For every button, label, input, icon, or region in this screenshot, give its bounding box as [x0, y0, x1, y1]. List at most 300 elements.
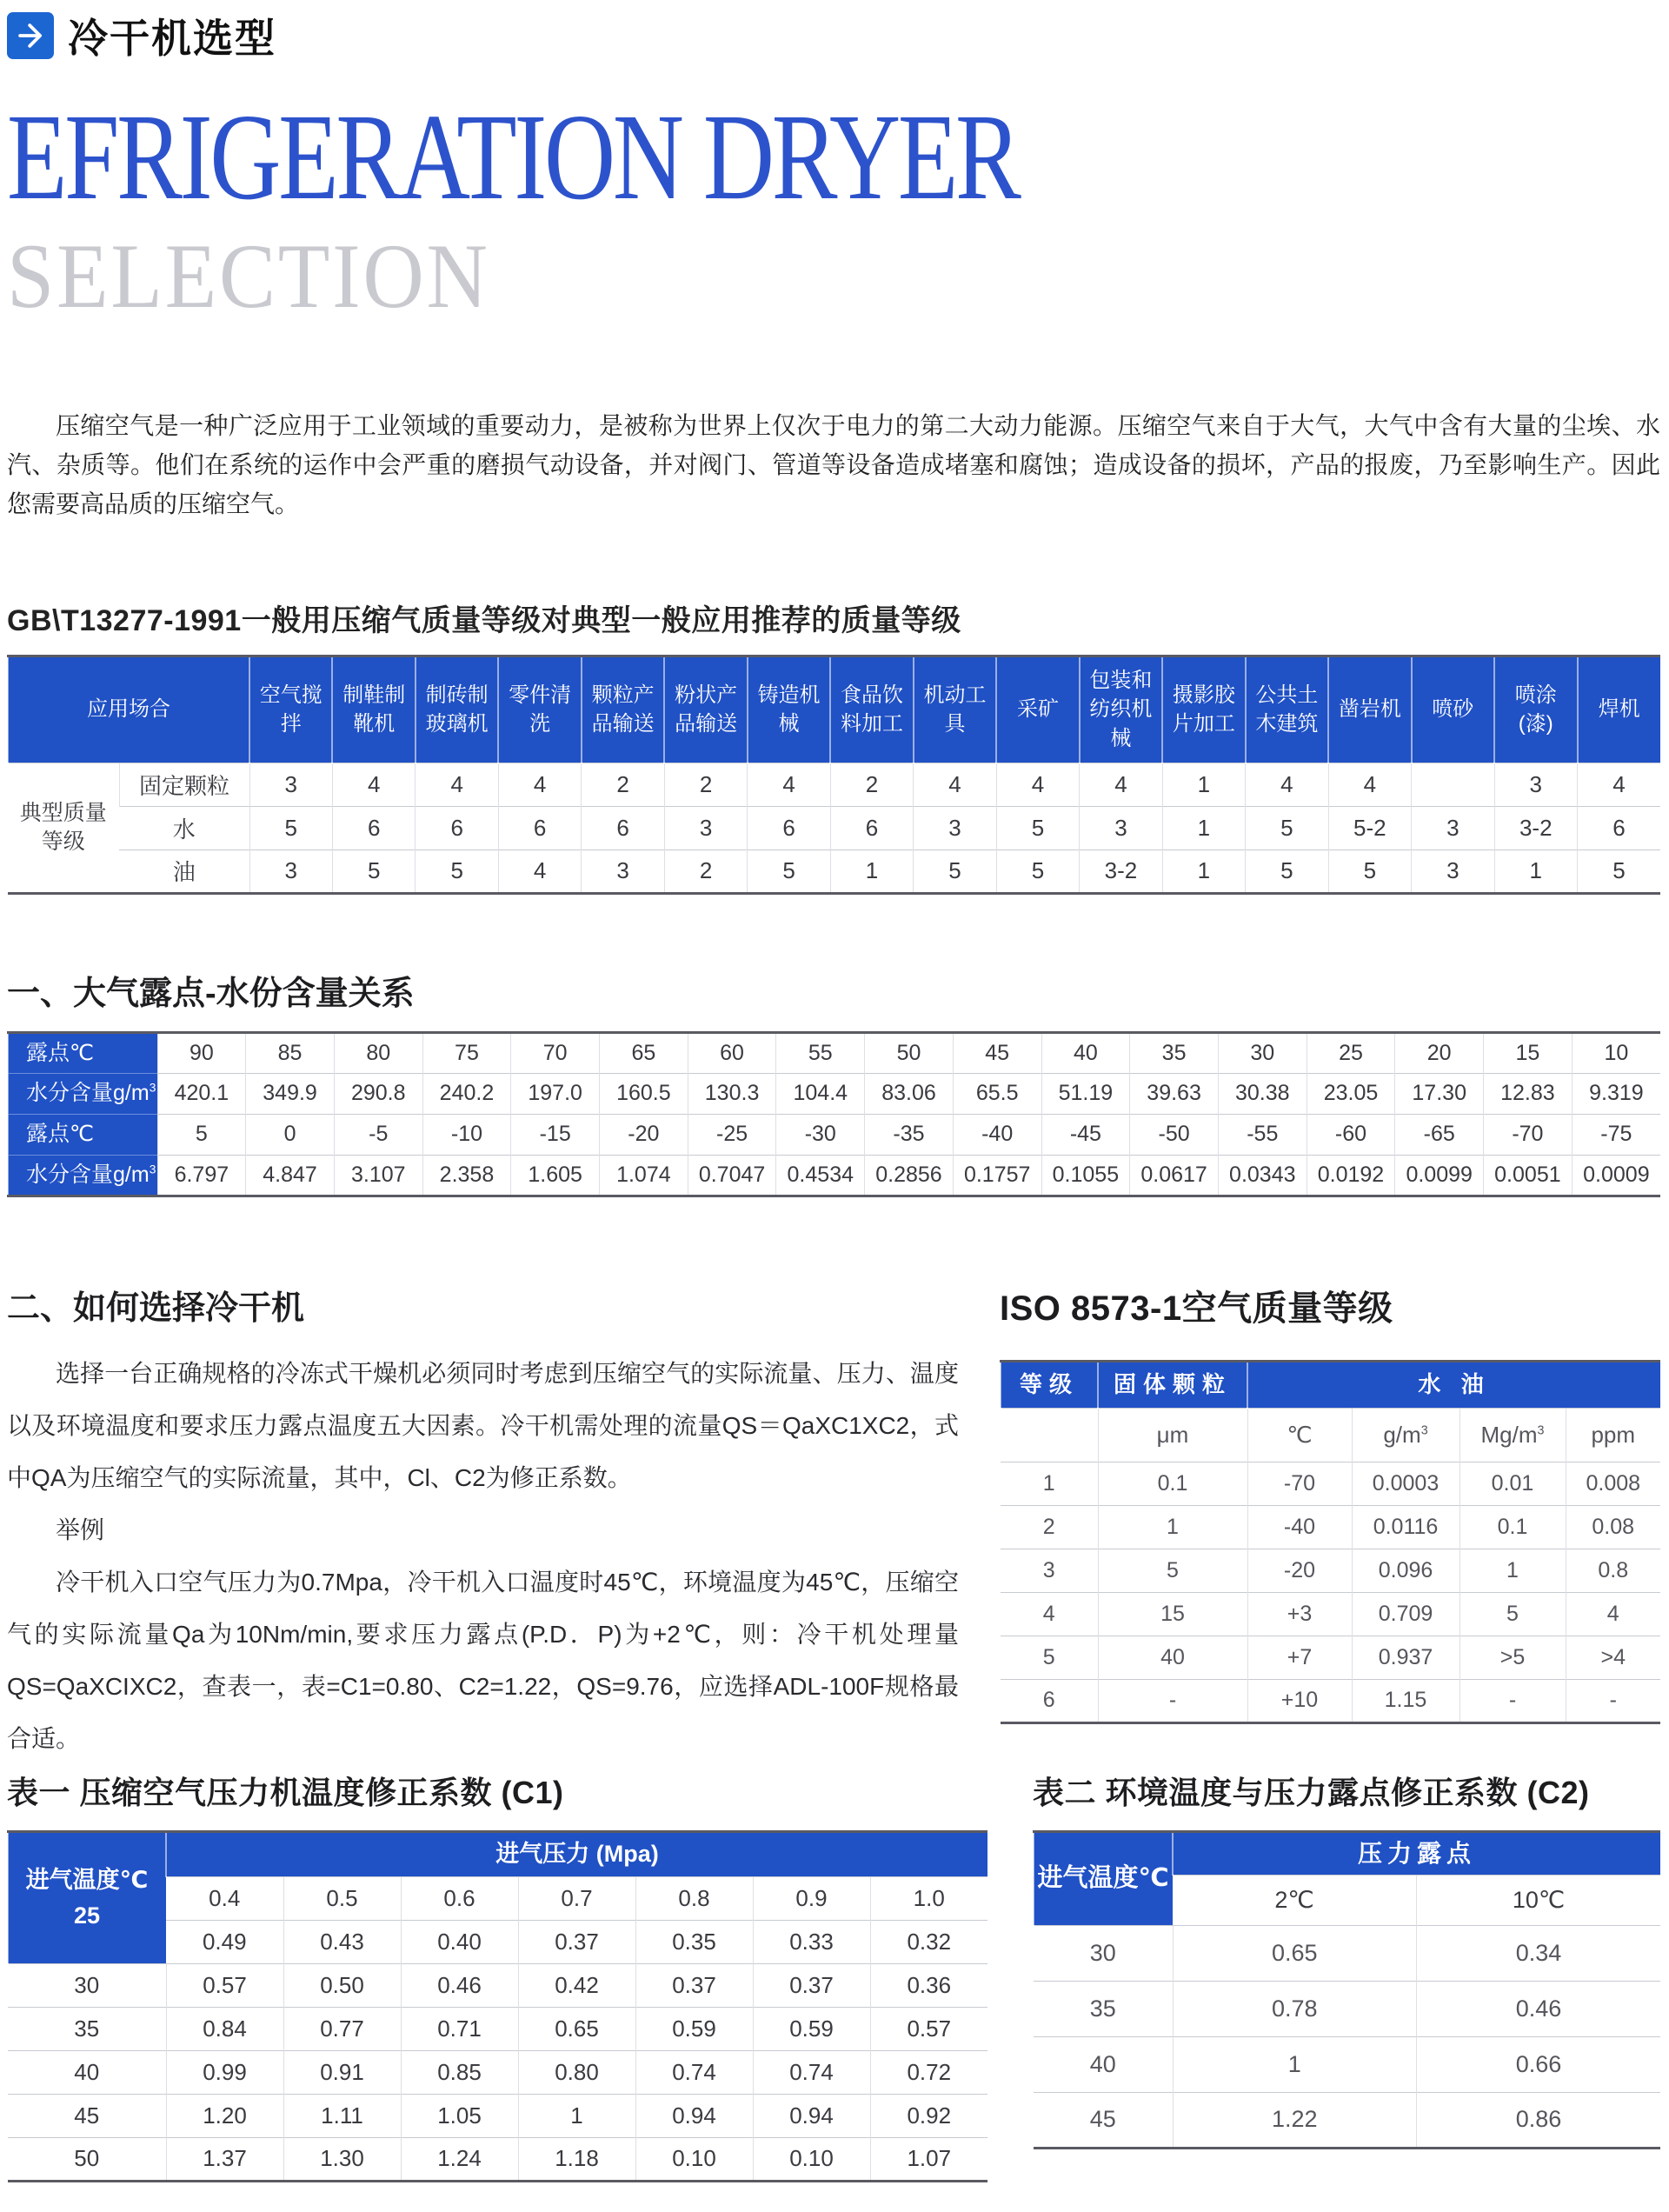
value-cell: 0.85 [401, 2050, 518, 2094]
value-cell: 0.66 [1417, 2036, 1661, 2092]
value-cell: - [1460, 1679, 1566, 1722]
c2-column [1033, 1769, 1660, 2149]
value-cell: 0.78 [1173, 1981, 1417, 2036]
row-label: 水分含量$g/m^3$ [8, 1073, 157, 1114]
unit-cell: μm [1098, 1408, 1247, 1462]
value-cell: 39.63 [1130, 1073, 1219, 1114]
table-row [8, 1155, 1660, 1196]
value-cell: 65.5 [953, 1073, 1041, 1114]
dew-point-header-cell: 2℃ [1173, 1875, 1417, 1925]
row-label-temperature: 35 [8, 2007, 166, 2050]
row-label-temperature: 40 [1034, 2036, 1173, 2092]
value-cell: 65 [600, 1032, 688, 1073]
value-cell: 0.08 [1566, 1505, 1660, 1549]
value-cell: 1 [1460, 1549, 1566, 1592]
value-cell: 1 [1173, 2036, 1417, 2092]
grade-cell: 6 [498, 806, 581, 849]
grade-cell: 4 [1246, 763, 1328, 806]
row-label: 水 [119, 806, 249, 849]
value-cell: 0.0051 [1484, 1155, 1573, 1196]
value-cell: +10 [1247, 1679, 1352, 1722]
table-row [8, 1114, 1660, 1155]
pressure-header-cell: 0.5 [283, 1876, 401, 1920]
grade-cell: 3 [249, 849, 332, 893]
table-row [1001, 1636, 1660, 1679]
grade-cell: 5 [914, 849, 996, 893]
how-to-select-column [7, 1281, 959, 1765]
grade-cell: 6 [416, 806, 498, 849]
value-cell: 0.84 [166, 2007, 283, 2050]
column-header: 空气搅拌 [249, 656, 332, 763]
value-cell: 4.847 [246, 1155, 335, 1196]
grade-cell: 3 [1080, 806, 1162, 849]
column-header-water-oil: 水 油 [1247, 1361, 1660, 1408]
dew-point-header-cell: 10℃ [1417, 1875, 1661, 1925]
column-header: 公共土木建筑 [1246, 656, 1328, 763]
value-cell: 6.797 [157, 1155, 246, 1196]
grade-cell: 3 [582, 849, 664, 893]
value-cell: 0.46 [401, 1963, 518, 2007]
pressure-header-cell: 0.7 [518, 1876, 635, 1920]
value-cell: 5 [157, 1114, 246, 1155]
table-row [8, 2007, 987, 2050]
value-cell: -5 [334, 1114, 422, 1155]
grade-cell: 3 [664, 806, 747, 849]
value-cell: -10 [422, 1114, 511, 1155]
value-cell: 12.83 [1484, 1073, 1573, 1114]
value-cell: 0.937 [1352, 1636, 1460, 1679]
grade-cell: 5 [1246, 849, 1328, 893]
table-row [1001, 1549, 1660, 1592]
value-cell: -15 [511, 1114, 600, 1155]
value-cell: 2.358 [422, 1155, 511, 1196]
value-cell: 4 [1566, 1592, 1660, 1636]
table-row [8, 2050, 987, 2094]
pressure-header-cell: 1.0 [870, 1876, 987, 1920]
value-cell: 0.42 [518, 1963, 635, 2007]
column-header: 包装和纺织机械 [1080, 656, 1162, 763]
grade-cell: 6 [332, 806, 415, 849]
value-cell: 6 [1001, 1679, 1098, 1722]
value-cell: 83.06 [865, 1073, 954, 1114]
value-cell: 1.605 [511, 1155, 600, 1196]
units-spacer [1001, 1408, 1098, 1462]
value-cell: -70 [1247, 1462, 1352, 1505]
column-header-application: 应用场合 [8, 656, 249, 763]
value-cell: 1.37 [166, 2137, 283, 2181]
table-row [8, 2137, 987, 2181]
value-cell: 1.07 [870, 2137, 987, 2181]
value-cell: +7 [1247, 1636, 1352, 1679]
grade-cell: 4 [1080, 763, 1162, 806]
value-cell: 0.33 [753, 1920, 870, 1963]
column-header: 粉状产品输送 [664, 656, 747, 763]
row-label: 固定颗粒 [119, 763, 249, 806]
value-cell: 0.86 [1417, 2092, 1661, 2148]
correction-tables-row [7, 1769, 1660, 2182]
value-cell: 15 [1098, 1592, 1247, 1636]
value-cell: 0.99 [166, 2050, 283, 2094]
column-header: 采矿 [996, 656, 1079, 763]
value-cell: -40 [1247, 1505, 1352, 1549]
grade-cell: 6 [830, 806, 913, 849]
grade-cell: 3 [1494, 763, 1577, 806]
grade-cell: 1 [1162, 763, 1245, 806]
grade-cell: 2 [830, 763, 913, 806]
value-cell: 0.80 [518, 2050, 635, 2094]
value-cell: 0.0116 [1352, 1505, 1460, 1549]
value-cell: -60 [1307, 1114, 1395, 1155]
value-cell: 0.92 [870, 2094, 987, 2137]
value-cell: 104.4 [776, 1073, 865, 1114]
grade-cell: 5 [1246, 806, 1328, 849]
value-cell: 1.05 [401, 2094, 518, 2137]
value-cell: - [1566, 1679, 1660, 1722]
value-cell: 0.709 [1352, 1592, 1460, 1636]
value-cell: 45 [953, 1032, 1041, 1073]
value-cell: 0.35 [635, 1920, 753, 1963]
value-cell: 0.37 [753, 1963, 870, 2007]
grade-cell: 4 [498, 763, 581, 806]
value-cell: 0.65 [1173, 1925, 1417, 1981]
grade-cell: 3 [914, 806, 996, 849]
row-label-temperature: 45 [8, 2094, 166, 2137]
unit-cell: ppm [1566, 1408, 1660, 1462]
column-header: 食品饮料加工 [830, 656, 913, 763]
gb-standard-heading: GB\T13277-1991一般用压缩气质量等级对典型一般应用推荐的质量等级 [7, 603, 961, 637]
value-cell: 0.32 [870, 1920, 987, 1963]
column-header: 机动工具 [914, 656, 996, 763]
grade-cell: 3-2 [1494, 806, 1577, 849]
section1-heading: 一、大气露点-水份含量关系 [7, 975, 415, 1012]
page-title: 冷干机选型 [68, 16, 276, 61]
value-cell: 0.7047 [688, 1155, 776, 1196]
value-cell: 0.57 [166, 1963, 283, 2007]
table-row [1001, 1505, 1660, 1549]
dew-point-moisture-table [7, 1031, 1660, 1197]
value-cell: 80 [334, 1032, 422, 1073]
column-header: 铸造机械 [748, 656, 830, 763]
value-cell: 130.3 [688, 1073, 776, 1114]
value-cell: 70 [511, 1032, 600, 1073]
row-label-temperature: 40 [8, 2050, 166, 2094]
value-cell: 25 [1307, 1032, 1395, 1073]
iso-column [1000, 1281, 1660, 1724]
row-label-temperature: 35 [1034, 1981, 1173, 2036]
value-cell: 40 [1041, 1032, 1130, 1073]
row-group-label: 典型质量等级 [8, 763, 119, 893]
value-cell: 0.94 [753, 2094, 870, 2137]
value-cell: 0.37 [518, 1920, 635, 1963]
value-cell: 349.9 [246, 1073, 335, 1114]
column-header: 颗粒产品输送 [582, 656, 664, 763]
grade-cell: 5 [332, 849, 415, 893]
table-row [1034, 2092, 1660, 2148]
gb-quality-grade-table [7, 655, 1660, 895]
column-header-inlet-pressure: 进气压力 (Mpa) [166, 1831, 987, 1876]
grade-cell: 3 [1412, 806, 1494, 849]
value-cell: 1.18 [518, 2137, 635, 2181]
pressure-header-cell: 0.6 [401, 1876, 518, 1920]
value-cell: 0 [246, 1114, 335, 1155]
value-cell: 240.2 [422, 1073, 511, 1114]
grade-cell: 5 [996, 806, 1079, 849]
table-row [8, 1073, 1660, 1114]
value-cell: 0.0003 [1352, 1462, 1460, 1505]
value-cell: 0.0099 [1395, 1155, 1484, 1196]
pressure-header-cell: 0.8 [635, 1876, 753, 1920]
column-header: 喷涂(漆) [1494, 656, 1577, 763]
value-cell: 9.319 [1572, 1073, 1660, 1114]
value-cell: 0.77 [283, 2007, 401, 2050]
selection-and-iso-row [7, 1281, 1660, 1765]
value-cell: 0.57 [870, 2007, 987, 2050]
column-header: 摄影胶片加工 [1162, 656, 1245, 763]
table-row [1034, 1831, 1660, 1875]
value-cell: -20 [1247, 1549, 1352, 1592]
value-cell: 50 [865, 1032, 954, 1073]
column-header: 喷砂 [1412, 656, 1494, 763]
value-cell: -70 [1484, 1114, 1573, 1155]
value-cell: 0.1 [1098, 1462, 1247, 1505]
value-cell: 10 [1572, 1032, 1660, 1073]
row-label: 水分含量$g/m^3$ [8, 1155, 157, 1196]
grade-cell: 5 [416, 849, 498, 893]
value-cell: 1 [518, 2094, 635, 2137]
value-cell: +3 [1247, 1592, 1352, 1636]
c2-heading: 表二 环境温度与压力露点修正系数 (C2) [1033, 1774, 1590, 1810]
table-row [1001, 1408, 1660, 1462]
value-cell: 90 [157, 1032, 246, 1073]
iso-air-quality-table [1000, 1360, 1660, 1724]
table-row [1001, 1462, 1660, 1505]
value-cell: 0.0192 [1307, 1155, 1395, 1196]
arrow-right-icon [7, 12, 54, 59]
value-cell: -30 [776, 1114, 865, 1155]
corner-inlet-temperature: 进气温度℃ [1034, 1831, 1173, 1925]
grade-cell: 1 [1162, 806, 1245, 849]
value-cell: 2 [1001, 1505, 1098, 1549]
value-cell: 0.49 [166, 1920, 283, 1963]
value-cell: 0.0009 [1572, 1155, 1660, 1196]
value-cell: 0.34 [1417, 1925, 1661, 1981]
value-cell: 1.11 [283, 2094, 401, 2137]
column-header: 凿岩机 [1328, 656, 1411, 763]
value-cell: 1.30 [283, 2137, 401, 2181]
table-row [8, 806, 1660, 849]
value-cell: -35 [865, 1114, 954, 1155]
grade-cell: 4 [1578, 763, 1661, 806]
grade-cell: 4 [996, 763, 1079, 806]
value-cell: >5 [1460, 1636, 1566, 1679]
value-cell: 75 [422, 1032, 511, 1073]
table-row [8, 849, 1660, 893]
grade-cell [1412, 763, 1494, 806]
hero-subtitle-en: SELECTION [7, 224, 490, 327]
table-row [8, 1831, 987, 1876]
value-cell: 1 [1001, 1462, 1098, 1505]
value-cell: 0.72 [870, 2050, 987, 2094]
row-label-temperature: 30 [1034, 1925, 1173, 1981]
value-cell: 0.94 [635, 2094, 753, 2137]
value-cell: 40 [1098, 1636, 1247, 1679]
hero-title-en: EFRIGERATION DRYER [7, 88, 1019, 225]
value-cell: 15 [1484, 1032, 1573, 1073]
unit-cell: ℃ [1247, 1408, 1352, 1462]
grade-cell: 6 [1578, 806, 1661, 849]
column-header: 制砖制玻璃机 [416, 656, 498, 763]
value-cell: 0.50 [283, 1963, 401, 2007]
table-row [8, 2094, 987, 2137]
value-cell: 0.71 [401, 2007, 518, 2050]
value-cell: 1 [1098, 1505, 1247, 1549]
row-label-temperature: 45 [1034, 2092, 1173, 2148]
grade-cell: 4 [416, 763, 498, 806]
value-cell: -55 [1218, 1114, 1307, 1155]
c2-correction-table [1033, 1830, 1660, 2149]
grade-cell: 5 [748, 849, 830, 893]
value-cell: 0.65 [518, 2007, 635, 2050]
row-label: 露点℃ [8, 1032, 157, 1073]
pressure-header-cell: 0.9 [753, 1876, 870, 1920]
value-cell: 23.05 [1307, 1073, 1395, 1114]
unit-cell: $Mg/m^3$ [1460, 1408, 1566, 1462]
value-cell: 0.10 [753, 2137, 870, 2181]
value-cell: 420.1 [157, 1073, 246, 1114]
grade-cell: 5 [249, 806, 332, 849]
value-cell: 35 [1130, 1032, 1219, 1073]
value-cell: - [1098, 1679, 1247, 1722]
row-label: 油 [119, 849, 249, 893]
unit-cell: $g/m^3$ [1352, 1408, 1460, 1462]
grade-cell: 1 [1494, 849, 1577, 893]
value-cell: 0.59 [753, 2007, 870, 2050]
grade-cell: 1 [830, 849, 913, 893]
grade-cell: 4 [914, 763, 996, 806]
value-cell: 1.074 [600, 1155, 688, 1196]
value-cell: 0.8 [1566, 1549, 1660, 1592]
value-cell: 1.22 [1173, 2092, 1417, 2148]
value-cell: 0.40 [401, 1920, 518, 1963]
value-cell: 0.1055 [1041, 1155, 1130, 1196]
value-cell: 160.5 [600, 1073, 688, 1114]
table-row [8, 1032, 1660, 1073]
value-cell: -75 [1572, 1114, 1660, 1155]
value-cell: 0.74 [635, 2050, 753, 2094]
value-cell: 0.59 [635, 2007, 753, 2050]
table-row [1001, 1592, 1660, 1636]
grade-cell: 4 [748, 763, 830, 806]
grade-cell: 3-2 [1080, 849, 1162, 893]
value-cell: 0.10 [635, 2137, 753, 2181]
value-cell: -20 [600, 1114, 688, 1155]
example-label: 举例 [56, 1516, 105, 1543]
column-header-grade: 等级 [1001, 1361, 1098, 1408]
c1-correction-table [7, 1830, 987, 2182]
pressure-header-cell: 0.4 [166, 1876, 283, 1920]
value-cell: 0.46 [1417, 1981, 1661, 2036]
value-cell: 55 [776, 1032, 865, 1073]
value-cell: 1.15 [1352, 1679, 1460, 1722]
value-cell: 197.0 [511, 1073, 600, 1114]
table-row [8, 656, 1660, 763]
grade-cell: 6 [582, 806, 664, 849]
value-cell: 5 [1001, 1636, 1098, 1679]
grade-cell: 5 [996, 849, 1079, 893]
value-cell: 0.43 [283, 1920, 401, 1963]
value-cell: 20 [1395, 1032, 1484, 1073]
section2-paragraph: 选择一台正确规格的冷冻式干燥机必须同时考虑到压缩空气的实际流量、压力、温度以及环境温度和要求压力露点温度五大因素。冷干机需处理的流量QS＝QaXC1XC2，式中QA为压缩空气的实际流量，其中，Cl、C2为修正系数。 [7, 1359, 959, 1491]
value-cell: 17.30 [1395, 1073, 1484, 1114]
value-cell: 0.91 [283, 2050, 401, 2094]
grade-cell: 1 [1162, 849, 1245, 893]
value-cell: 85 [246, 1032, 335, 1073]
value-cell: -25 [688, 1114, 776, 1155]
value-cell: 1.24 [401, 2137, 518, 2181]
c1-heading: 表一 压缩空气压力机温度修正系数 (C1) [7, 1774, 564, 1810]
value-cell: 0.1757 [953, 1155, 1041, 1196]
value-cell: 3.107 [334, 1155, 422, 1196]
value-cell: 60 [688, 1032, 776, 1073]
grade-cell: 3 [249, 763, 332, 806]
grade-cell: 3 [1412, 849, 1494, 893]
column-header-solid-particles: 固体颗粒 [1098, 1361, 1247, 1408]
iso-heading: ISO 8573-1空气质量等级 [1000, 1289, 1393, 1328]
table-row [1034, 1925, 1660, 1981]
grade-cell: 5 [1328, 849, 1411, 893]
row-label: 露点℃ [8, 1114, 157, 1155]
row-label-temperature: 30 [8, 1963, 166, 2007]
table-row [1001, 1361, 1660, 1408]
value-cell: 5 [1098, 1549, 1247, 1592]
value-cell: -45 [1041, 1114, 1130, 1155]
grade-cell: 6 [748, 806, 830, 849]
table-row [1001, 1679, 1660, 1722]
table-row [1034, 1981, 1660, 2036]
value-cell: 30 [1218, 1032, 1307, 1073]
row-label-temperature: 50 [8, 2137, 166, 2181]
grade-cell: 4 [1328, 763, 1411, 806]
column-header: 制鞋制靴机 [332, 656, 415, 763]
value-cell: 4 [1001, 1592, 1098, 1636]
value-cell: 0.0343 [1218, 1155, 1307, 1196]
value-cell: 0.1 [1460, 1505, 1566, 1549]
grade-cell: 5-2 [1328, 806, 1411, 849]
column-header-pressure-dew-point: 压力露点 [1173, 1831, 1660, 1875]
value-cell: -50 [1130, 1114, 1219, 1155]
value-cell: 0.36 [870, 1963, 987, 2007]
intro-paragraph: 压缩空气是一种广泛应用于工业领域的重要动力，是被称为世界上仅次于电力的第二大动力能源。压缩空气来自于大气，大气中含有大量的尘埃、水汽、杂质等。他们在系统的运作中会严重的磨损气动设备，并对阀门、管道等设备造成堵塞和腐蚀；造成设备的损坏，产品的报废，乃至影响生产。因此您需要高品质的压缩空气。 [7, 411, 1660, 517]
value-cell: 290.8 [334, 1073, 422, 1114]
section2-heading: 二、如何选择冷干机 [7, 1289, 305, 1327]
table-row [8, 763, 1660, 806]
grade-cell: 4 [332, 763, 415, 806]
grade-cell: 4 [498, 849, 581, 893]
value-cell: -65 [1395, 1114, 1484, 1155]
value-cell: 0.74 [753, 2050, 870, 2094]
table-row [1034, 2036, 1660, 2092]
c1-column [7, 1769, 987, 2182]
value-cell: 1.20 [166, 2094, 283, 2137]
column-header: 零件清洗 [498, 656, 581, 763]
value-cell: 0.0617 [1130, 1155, 1219, 1196]
value-cell: 51.19 [1041, 1073, 1130, 1114]
value-cell: -40 [953, 1114, 1041, 1155]
value-cell: 0.4534 [776, 1155, 865, 1196]
value-cell: 0.37 [635, 1963, 753, 2007]
grade-cell: 5 [1578, 849, 1661, 893]
example-paragraph: 冷干机入口空气压力为0.7Mpa，冷干机入口温度时45℃，环境温度为45℃，压缩空气的实际流量Qa为10Nm/min,要求压力露点(P.D．P)为+2℃，则：冷干机处理量QS=QaXCIXC2，查表一，表=C1=0.80、C2=1.22，QS=9.76，应选择ADL-100F规格最合适。 [7, 1568, 959, 1752]
